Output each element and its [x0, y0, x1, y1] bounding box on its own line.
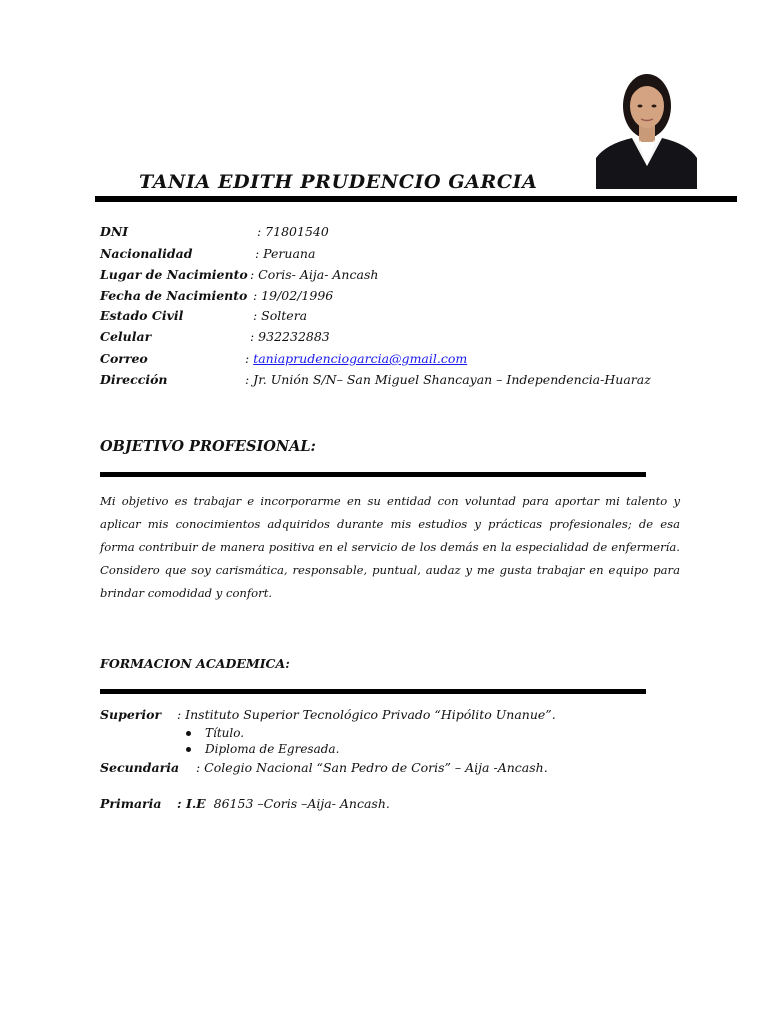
bullet-dot — [186, 747, 191, 752]
primaria-label: Primaria — [100, 796, 162, 811]
estado-civil-label: Estado Civil — [100, 308, 184, 323]
fecha-nacimiento-value: : 19/02/1996 — [253, 288, 334, 303]
superior-value: : Instituto Superior Tecnológico Privado “Hipólito Unanue”. — [177, 707, 556, 722]
celular-label: Celular — [100, 329, 152, 344]
profile-photo — [596, 66, 697, 189]
bullet-titulo — [186, 726, 244, 740]
fecha-nacimiento-label: Fecha de Nacimiento — [100, 288, 248, 303]
candidate-name: TANIA EDITH PRUDENCIO GARCIA — [139, 171, 538, 193]
primaria-value — [177, 796, 390, 811]
formacion-divider — [100, 689, 646, 694]
email-link[interactable]: taniaprudenciogarcia@gmail.com — [253, 351, 468, 366]
dni-label: DNI — [100, 224, 129, 239]
bullet-diploma — [186, 742, 339, 756]
dni-value: : 71801540 — [257, 224, 329, 239]
objetivo-divider — [100, 472, 646, 477]
objetivo-title: OBJETIVO PROFESIONAL: — [100, 438, 316, 455]
direccion-label: Dirección — [100, 372, 168, 387]
estado-civil-value: : Soltera — [253, 308, 308, 323]
correo-colon: : — [245, 351, 250, 366]
formacion-title: FORMACION ACADEMICA: — [100, 656, 290, 671]
lugar-nacimiento-value: : Coris- Aija- Ancash — [250, 267, 379, 282]
nacionalidad-value: : Peruana — [255, 246, 316, 261]
bullet-diploma-text: Diploma de Egresada. — [205, 742, 340, 756]
nacionalidad-label: Nacionalidad — [100, 246, 193, 261]
bullet-dot — [186, 731, 191, 736]
superior-label: Superior — [100, 707, 162, 722]
correo-value — [245, 351, 467, 366]
objetivo-paragraph: Mi objetivo es trabajar e incorporarme en su entidad con voluntad para aportar mi talento y aplicar mis conocimientos adquiridos durante mis estudios y prácticas profesionales; de esa forma contribuir de manera positiva en el servicio de los demás en la especialidad de enfermería. Considero que soy carismática, responsable, puntual, audaz y me gusta trabajar en equipo para brindar comodidad y confort. — [100, 494, 680, 600]
primaria-prefix: : I.E — [177, 796, 206, 811]
header-divider — [95, 196, 737, 202]
lugar-nacimiento-label: Lugar de Nacimiento — [100, 267, 248, 282]
secundaria-value: : Colegio Nacional “San Pedro de Coris” – Aija -Ancash. — [196, 760, 548, 775]
correo-label: Correo — [100, 351, 148, 366]
primaria-text: 86153 –Coris –Aija- Ancash. — [213, 796, 390, 811]
bullet-titulo-text: Título. — [205, 726, 245, 740]
celular-value: : 932232883 — [250, 329, 330, 344]
direccion-value: : Jr. Unión S/N– San Miguel Shancayan – Independencia-Huaraz — [245, 372, 651, 387]
secundaria-label: Secundaria — [100, 760, 180, 775]
